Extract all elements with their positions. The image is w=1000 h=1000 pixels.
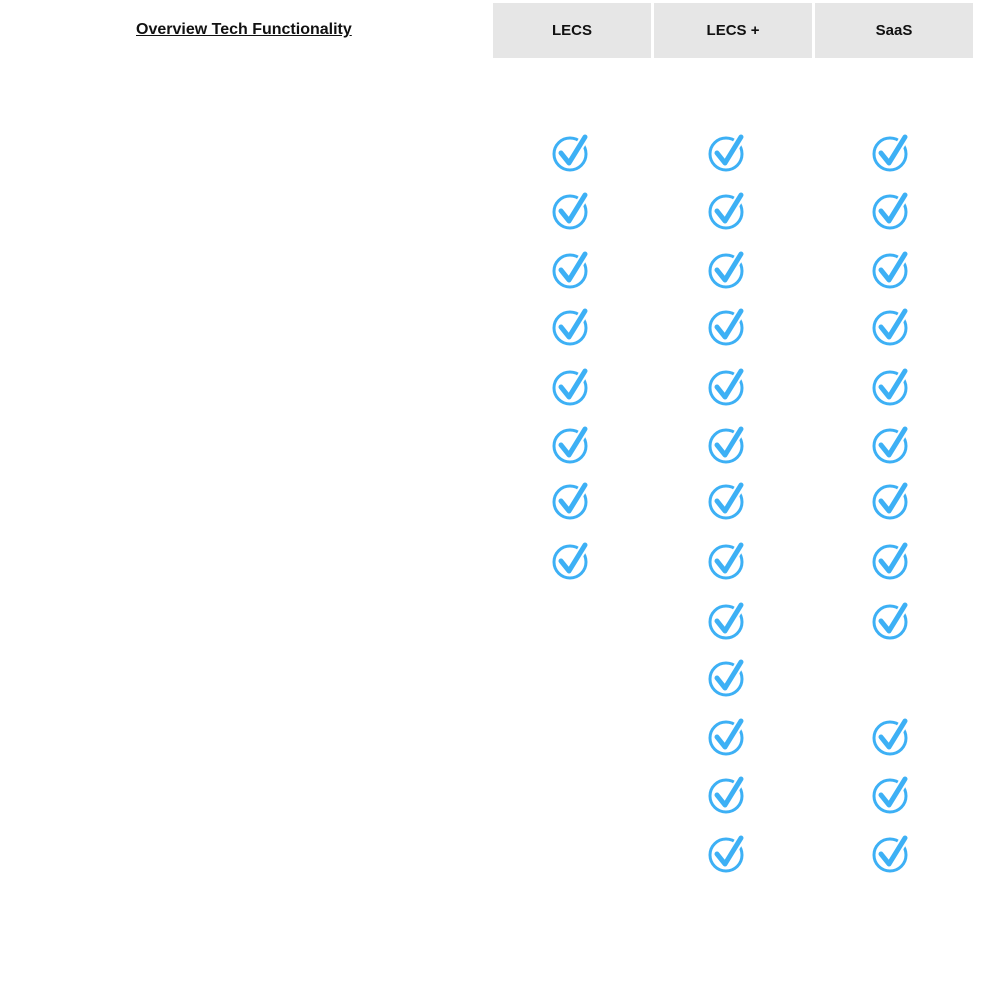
checkmark-icon (872, 367, 912, 407)
column-header-saas: SaaS (815, 3, 973, 58)
checkmark-icon (552, 133, 592, 173)
checkmark-icon (708, 481, 748, 521)
checkmark-icon (708, 775, 748, 815)
checkmark-icon (872, 133, 912, 173)
checkmark-icon (552, 191, 592, 231)
checkmark-icon (552, 250, 592, 290)
checkmark-icon (872, 601, 912, 641)
column-header-lecs-plus: LECS + (654, 3, 812, 58)
checkmark-icon (708, 307, 748, 347)
checkmark-icon (552, 367, 592, 407)
checkmark-icon (872, 307, 912, 347)
checkmark-icon (872, 541, 912, 581)
checkmark-icon (872, 191, 912, 231)
checkmark-icon (708, 541, 748, 581)
column-header-lecs: LECS (493, 3, 651, 58)
checkmark-icon (552, 425, 592, 465)
checkmark-icon (708, 834, 748, 874)
checkmark-icon (708, 658, 748, 698)
checkmark-icon (552, 481, 592, 521)
checkmark-icon (708, 425, 748, 465)
checkmark-icon (872, 717, 912, 757)
checkmark-icon (708, 717, 748, 757)
checkmark-icon (552, 541, 592, 581)
checkmark-icon (872, 481, 912, 521)
checkmark-icon (872, 250, 912, 290)
checkmark-icon (552, 307, 592, 347)
checkmark-icon (708, 367, 748, 407)
checkmark-icon (708, 601, 748, 641)
checkmark-icon (872, 834, 912, 874)
checkmark-icon (872, 775, 912, 815)
checkmark-icon (708, 133, 748, 173)
checkmark-icon (708, 191, 748, 231)
checkmark-icon (872, 425, 912, 465)
checkmark-icon (708, 250, 748, 290)
page-title: Overview Tech Functionality (136, 21, 352, 38)
